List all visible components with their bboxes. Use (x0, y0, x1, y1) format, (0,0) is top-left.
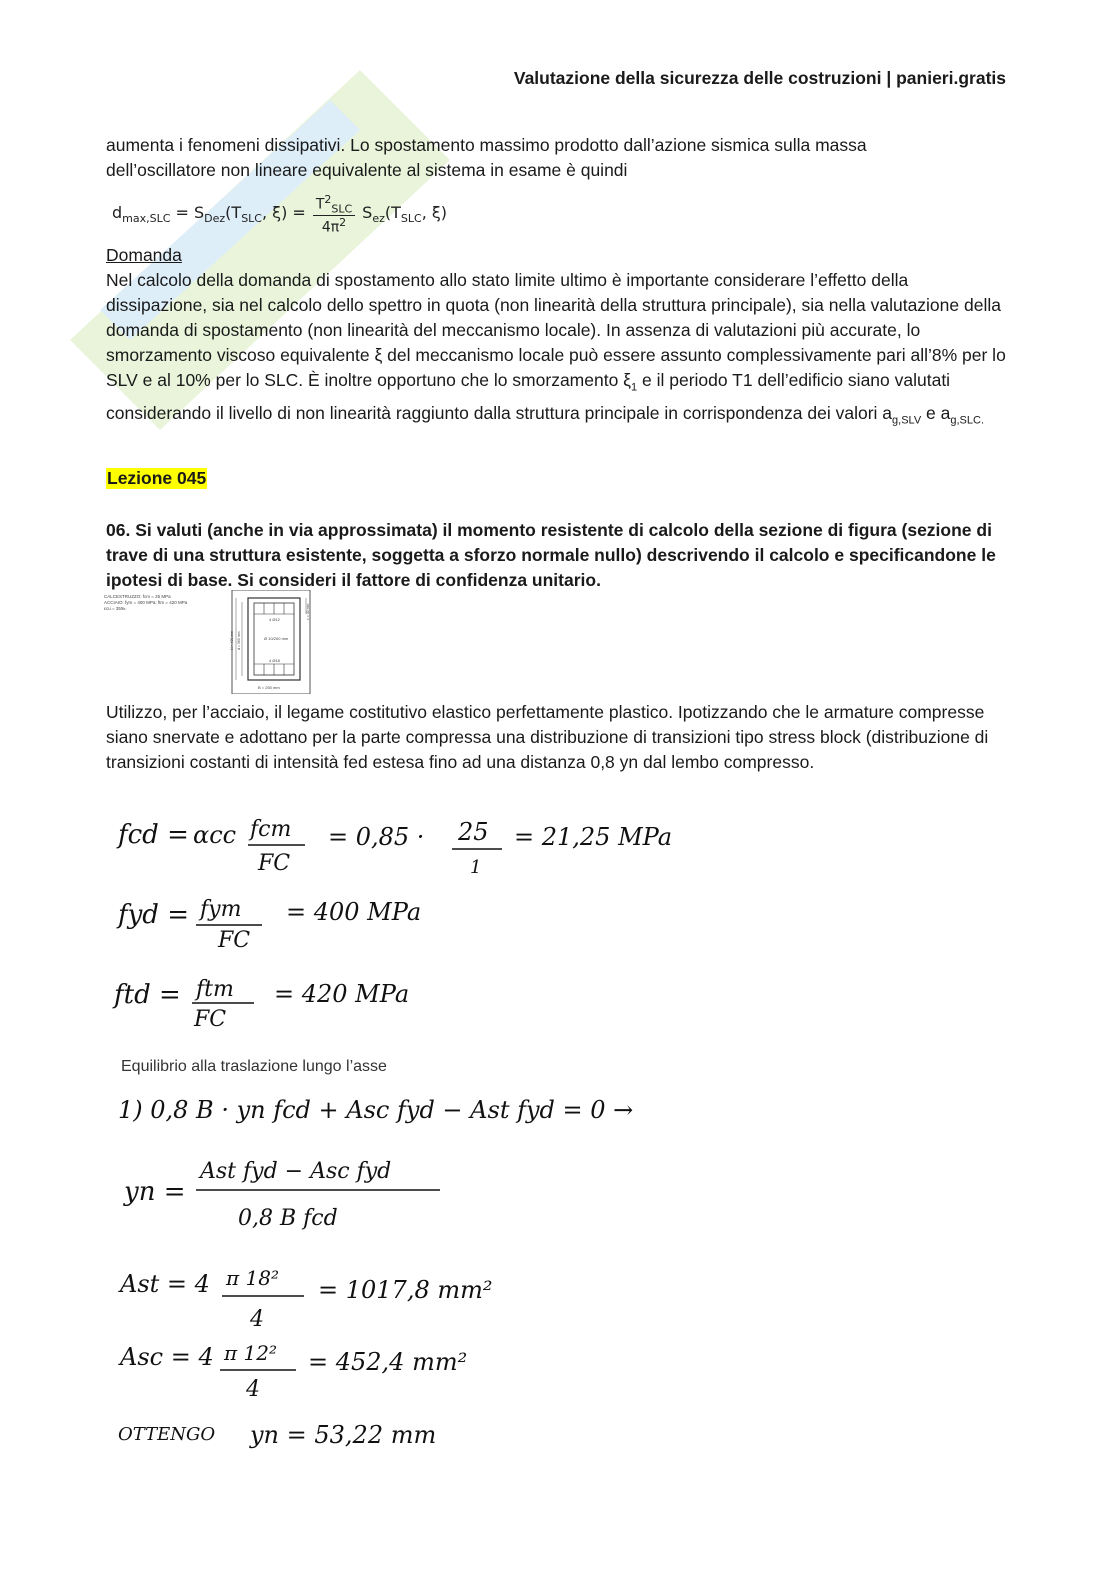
svg-text:CALCESTRUZZO: fcm = 25 MPa: CALCESTRUZZO: fcm = 25 MPa (104, 594, 171, 599)
svg-text:εcu = 35‰: εcu = 35‰ (104, 606, 126, 611)
svg-text:Asc = 4: Asc = 4 (120, 1343, 214, 1371)
svg-text:FC: FC (194, 1007, 227, 1032)
svg-text:π 18²: π 18² (226, 1266, 279, 1290)
svg-text:4 Ø12: 4 Ø12 (269, 617, 280, 622)
svg-text:Equilibrio alla traslazione lu: Equilibrio alla traslazione lungo l’asse (121, 1058, 387, 1075)
page-header: Valutazione della sicurezza delle costruzioni | panieri.gratis (513, 68, 1006, 88)
svg-text:fcd =: fcd = (118, 820, 189, 850)
intro-line-2: dell’oscillatore non lineare equivalente al sistema in esame è quindi (106, 160, 628, 180)
domanda-body: Nel calcolo della domanda di spostamento allo stato limite ultimo è importante considerare l’effetto della dissipazione, sia nel calcolo dello spettro in quota (non linearità della struttura principale), sia nella valutazione della domanda di spostamento (non linearità del meccanismo locale). In assenza di valutazioni più accurate, lo smorzamento viscoso equivalente ξ del meccanismo locale può essere assunto complessivamente pari all’8% per lo SLV e al 10% per lo SLC. È inoltre opportuno che lo smorzamento $\xi_1$ e il periodo T1 dell’edificio siano valutati considerando il livello di non linearità raggiunto dalla struttura principale in corrispondenza dei valori $a_{g,SLV}$ e $a_{g,SLC.}$ (106, 270, 1006, 426)
svg-text:FC: FC (258, 851, 291, 876)
svg-text:ACCIAIO: fym = 400 MPa; ftm =: ACCIAIO: fym = 400 MPa; ftm = 420 MPa (104, 600, 188, 605)
svg-text:fym: fym (200, 897, 242, 922)
svg-text:yn =: yn = (124, 1177, 186, 1207)
question-text: 06. Si valuti (anche in via approssimata) il momento resistente di calcolo della sezione di figura (sezione di trave di una struttura esistente, soggetta a sforzo normale nullo) descrivendo il calcolo e specificandone le ipotesi di base. Si consideri il fattore di confidenza unitario. (106, 520, 996, 590)
svg-text:Ast fyd − Asc fyd: Ast fyd − Asc fyd (200, 1159, 392, 1184)
svg-text:αcc: αcc (193, 821, 237, 849)
svg-text:= 21,25 MPa: = 21,25 MPa (514, 823, 673, 851)
svg-text:d = 360 mm: d = 360 mm (237, 631, 241, 650)
svg-text:B = 250 mm: B = 250 mm (258, 685, 280, 690)
svg-text:π 12²: π 12² (224, 1341, 277, 1365)
intro-line-1: aumenta i fenomeni dissipativi. Lo spostamento massimo prodotto dall’azione sismica sulla massa (106, 135, 867, 155)
svg-text:25: 25 (458, 818, 489, 846)
svg-text:ftm: ftm (196, 977, 234, 1002)
svg-text:4 Ø18: 4 Ø18 (269, 658, 280, 663)
svg-text:= 1017,8 mm²: = 1017,8 mm² (318, 1276, 493, 1304)
svg-text:OTTENGO: OTTENGO (118, 1424, 216, 1445)
svg-text:fcm: fcm (250, 817, 292, 842)
answer-paragraph: Utilizzo, per l’acciaio, il legame costitutivo elastico perfettamente plastico. Ipotizzando che le armature compresse siano snervate e adottano per la parte compressa una distribuzione di transizioni tipo stress block (distribuzione di transizioni costanti di intensità fed estesa fino ad una distanza 0,8 yn dal lembo compresso. (106, 702, 989, 772)
svg-text:4: 4 (250, 1307, 264, 1332)
svg-text:H = 400 mm: H = 400 mm (230, 630, 234, 650)
svg-text:= 452,4 mm²: = 452,4 mm² (308, 1348, 468, 1376)
domanda-title: Domanda (106, 245, 182, 265)
svg-text:4: 4 (246, 1377, 260, 1402)
svg-text:ftd =: ftd = (114, 980, 181, 1010)
svg-text:FC: FC (218, 928, 251, 953)
svg-text:fyd =: fyd = (118, 900, 190, 930)
svg-text:= 0,85 ·: = 0,85 · (328, 823, 425, 851)
svg-text:Ø 10/200 mm: Ø 10/200 mm (264, 636, 289, 641)
svg-text:c = 40 mm: c = 40 mm (306, 603, 310, 620)
svg-text:0,8 B fcd: 0,8 B fcd (238, 1206, 338, 1231)
svg-text:yn = 53,22 mm: yn = 53,22 mm (250, 1421, 437, 1449)
svg-text:Ast = 4: Ast = 4 (120, 1270, 210, 1298)
svg-text:1) 0,8 B · yn fcd + Asc fyd −: 1) 0,8 B · yn fcd + Asc fyd − Ast fyd = 0 → (118, 1096, 634, 1124)
svg-text:= 400 MPa: = 400 MPa (286, 898, 422, 926)
svg-text:= 420 MPa: = 420 MPa (274, 980, 410, 1008)
lesson-label: Lezione 045 (107, 468, 207, 488)
svg-text:1: 1 (470, 857, 482, 878)
displacement-formula: $d_{max,SLC} = S_{Dez}(T_{SLC}$, ξ) = $\frac{T^2_{SLC}}{4\pi^2}$ $S_{ez}(T_{SLC}$, ξ) (112, 193, 448, 237)
